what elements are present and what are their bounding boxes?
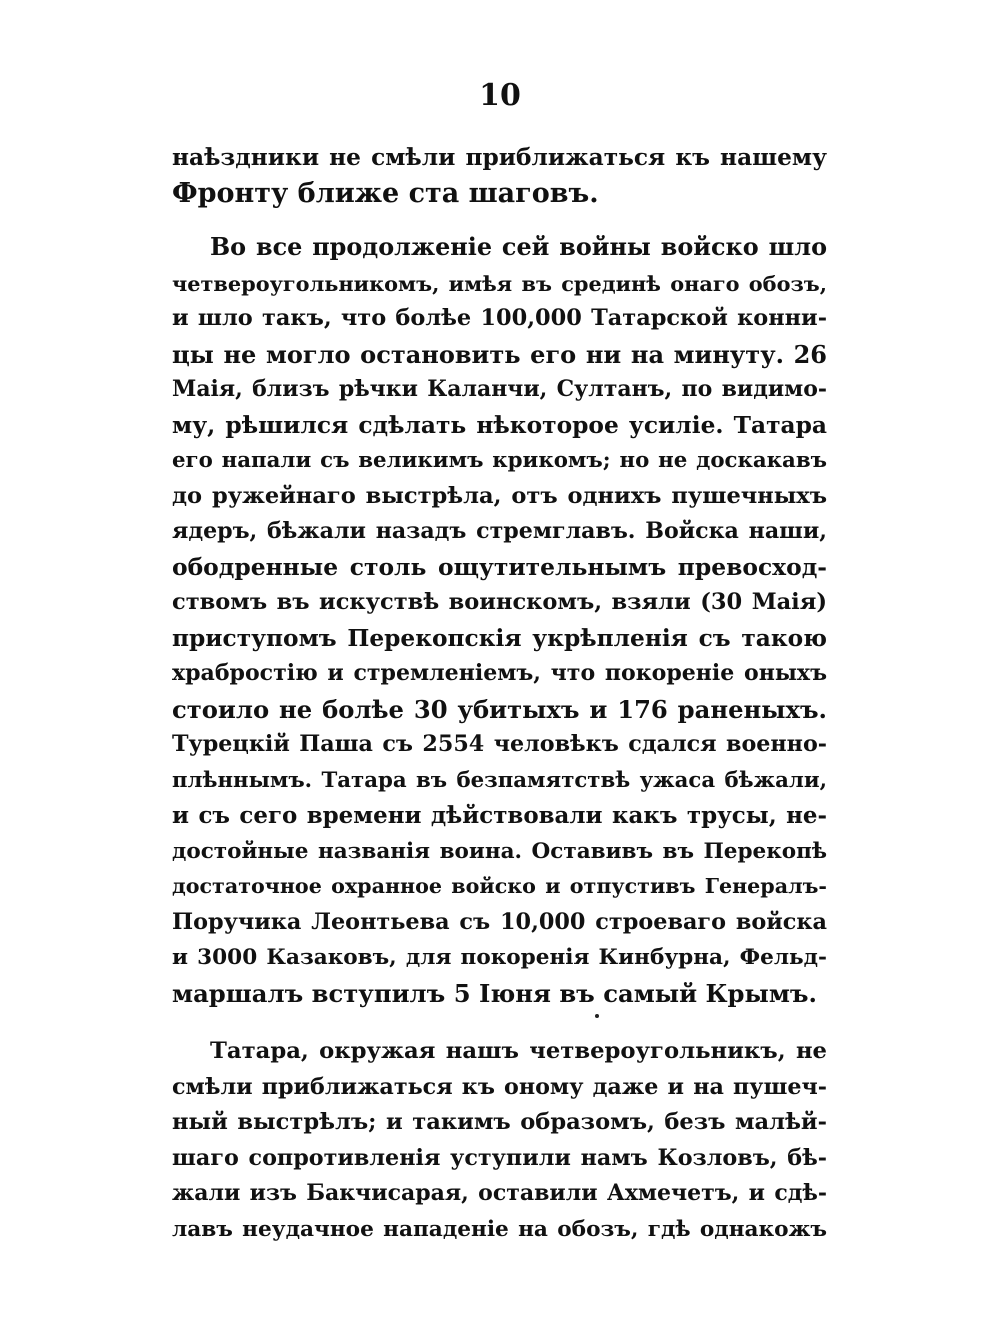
page-number: 10 [479, 78, 521, 113]
text-line: Турецкій Паша съ 2554 человѣкъ сдался военно- [172, 731, 827, 757]
text-line: достойные названія воина. Оставивъ въ Перекопѣ [172, 838, 827, 864]
text-line: и шло такъ, что болѣе 100,000 Татарской конни- [172, 305, 827, 331]
text-line: ободренные столь ощутительнымъ превосход- [172, 552, 827, 581]
text-line: жали изъ Бакчисарая, оставили Ахмечетъ, и сдѣ- [172, 1180, 827, 1206]
text-line: шаго сопротивленія уступили намъ Козловъ, бѣ- [172, 1144, 827, 1171]
paragraph-2 [172, 230, 827, 1011]
text-line: и 3000 Казаковъ, для покоренія Кинбурна, Фельд- [172, 945, 827, 970]
text-line: му, рѣшился сдѣлать нѣкоторое усиліе. Татара [172, 411, 827, 439]
text-line: достаточное охранное войско и отпустивъ Генералъ- [172, 874, 827, 898]
text-line: Маія, близъ рѣчки Каланчи, Султанъ, по видимо- [172, 376, 827, 402]
text-line: и съ сего времени дѣйствовали какъ трусы, не- [172, 802, 827, 829]
text-line: цы не могло остановить его ни на минуту. 26 [172, 339, 827, 369]
text-line: до ружейнаго выстрѣла, отъ однихъ пушечныхъ [172, 482, 827, 509]
paragraph-1 [172, 140, 827, 211]
text-line: Фронту ближе ста шаговъ. [172, 177, 599, 209]
text-line: стоило не болѣе 30 убитыхъ и 176 раненыхъ. [172, 694, 827, 724]
text-line: Татара, окружая нашъ четвероугольникъ, не [210, 1038, 827, 1064]
text-line: Поручика Леонтьева съ 10,000 строеваго войска [172, 908, 827, 935]
text-line: храбростію и стремленіемъ, что покореніе оныхъ [172, 660, 827, 686]
text-line: ядеръ, бѣжали назадъ стремглавъ. Войска наши, [172, 518, 827, 544]
print-speck [595, 1014, 599, 1018]
text-line: ствомъ въ искуствѣ воинскомъ, взяли (30 Маія) [172, 589, 827, 615]
text-line: смѣли приближаться къ оному даже и на пушеч- [172, 1073, 827, 1100]
text-line: его напали съ великимъ крикомъ; но не доскакавъ [172, 448, 827, 473]
text-line: ный выстрѣлъ; и такимъ образомъ, безъ малѣй- [172, 1109, 827, 1135]
text-line: четвероугольникомъ, имѣя въ срединѣ онаго обозъ, [172, 270, 827, 296]
text-line: Во все продолженіе сей войны войско шло [210, 233, 827, 261]
text-line: плѣннымъ. Татара въ безпамятствѣ ужаса бѣжали, [172, 767, 827, 793]
text-line: лавъ неудачное нападеніе на обозъ, гдѣ однакожъ [172, 1216, 827, 1242]
text-line: приступомъ Перекопскія укрѣпленія съ такою [172, 624, 827, 652]
text-line: маршалъ вступилъ 5 Іюня въ самый Крымъ. [172, 978, 817, 1008]
text-line: наѣздники не смѣли приближаться къ нашему [172, 144, 827, 171]
paragraph-3 [172, 1034, 827, 1247]
